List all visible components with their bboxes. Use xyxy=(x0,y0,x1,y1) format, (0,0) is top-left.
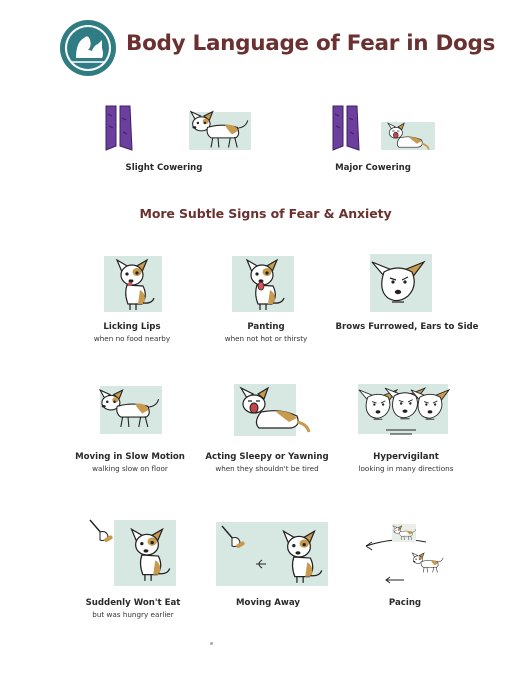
caption-title: Licking Lips xyxy=(103,322,161,332)
cowering-legs-icon xyxy=(102,104,136,152)
yawning-dog-illustration xyxy=(230,382,312,438)
caption-wont-eat xyxy=(86,598,181,619)
hypervigilant-dog-illustration xyxy=(356,380,450,438)
caption-sleepy-yawning xyxy=(205,452,328,473)
panting-dog-illustration xyxy=(228,254,296,314)
pacing-dog-illustration xyxy=(356,522,448,588)
caption-title: Moving in Slow Motion xyxy=(75,452,185,462)
page-title: Body Language of Fear in Dogs xyxy=(126,31,496,56)
caption-pacing xyxy=(389,598,421,608)
caption-brows-furrowed xyxy=(336,322,479,332)
moving-away-dog-illustration xyxy=(212,520,330,588)
caption-panting xyxy=(225,322,308,343)
caption-subtitle: but was hungry earlier xyxy=(92,610,174,619)
logo-badge-icon xyxy=(58,18,118,78)
caption-major-cowering xyxy=(335,163,411,173)
brand-logo xyxy=(58,18,118,78)
caption-subtitle: walking slow on floor xyxy=(92,464,168,473)
slow-motion-dog-illustration xyxy=(92,384,164,436)
caption-title: Suddenly Won't Eat xyxy=(85,598,181,608)
caption-title: Brows Furrowed, Ears to Side xyxy=(335,322,479,332)
caption-title: Panting xyxy=(247,322,285,332)
slight-cowering-dog-illustration xyxy=(183,108,253,152)
caption-moving-away xyxy=(236,598,300,608)
caption-title: Pacing xyxy=(388,598,422,608)
caption-hypervigilant xyxy=(359,452,454,473)
licking-lips-dog-illustration xyxy=(100,254,164,314)
caption-title: Slight Cowering xyxy=(125,163,203,173)
caption-subtitle: looking in many directions xyxy=(358,464,454,473)
section-title: More Subtle Signs of Fear & Anxiety xyxy=(139,206,392,221)
caption-subtitle: when they shouldn't be tired xyxy=(215,464,319,473)
caption-subtitle: when no food nearby xyxy=(93,334,171,343)
caption-licking-lips xyxy=(94,322,170,343)
caption-subtitle: when not hot or thirsty xyxy=(224,334,308,343)
cowering-legs-icon xyxy=(327,104,365,152)
caption-title: Acting Sleepy or Yawning xyxy=(205,452,329,462)
caption-slow-motion xyxy=(75,452,185,473)
caption-title: Hypervigilant xyxy=(373,452,439,462)
brows-furrowed-dog-illustration xyxy=(362,252,434,314)
wont-eat-dog-illustration xyxy=(88,518,178,588)
caption-slight-cowering xyxy=(126,163,203,173)
caption-title: Major Cowering xyxy=(335,163,411,173)
footer-dot xyxy=(210,642,213,645)
major-cowering-dog-illustration xyxy=(377,120,435,152)
caption-title: Moving Away xyxy=(236,598,300,608)
